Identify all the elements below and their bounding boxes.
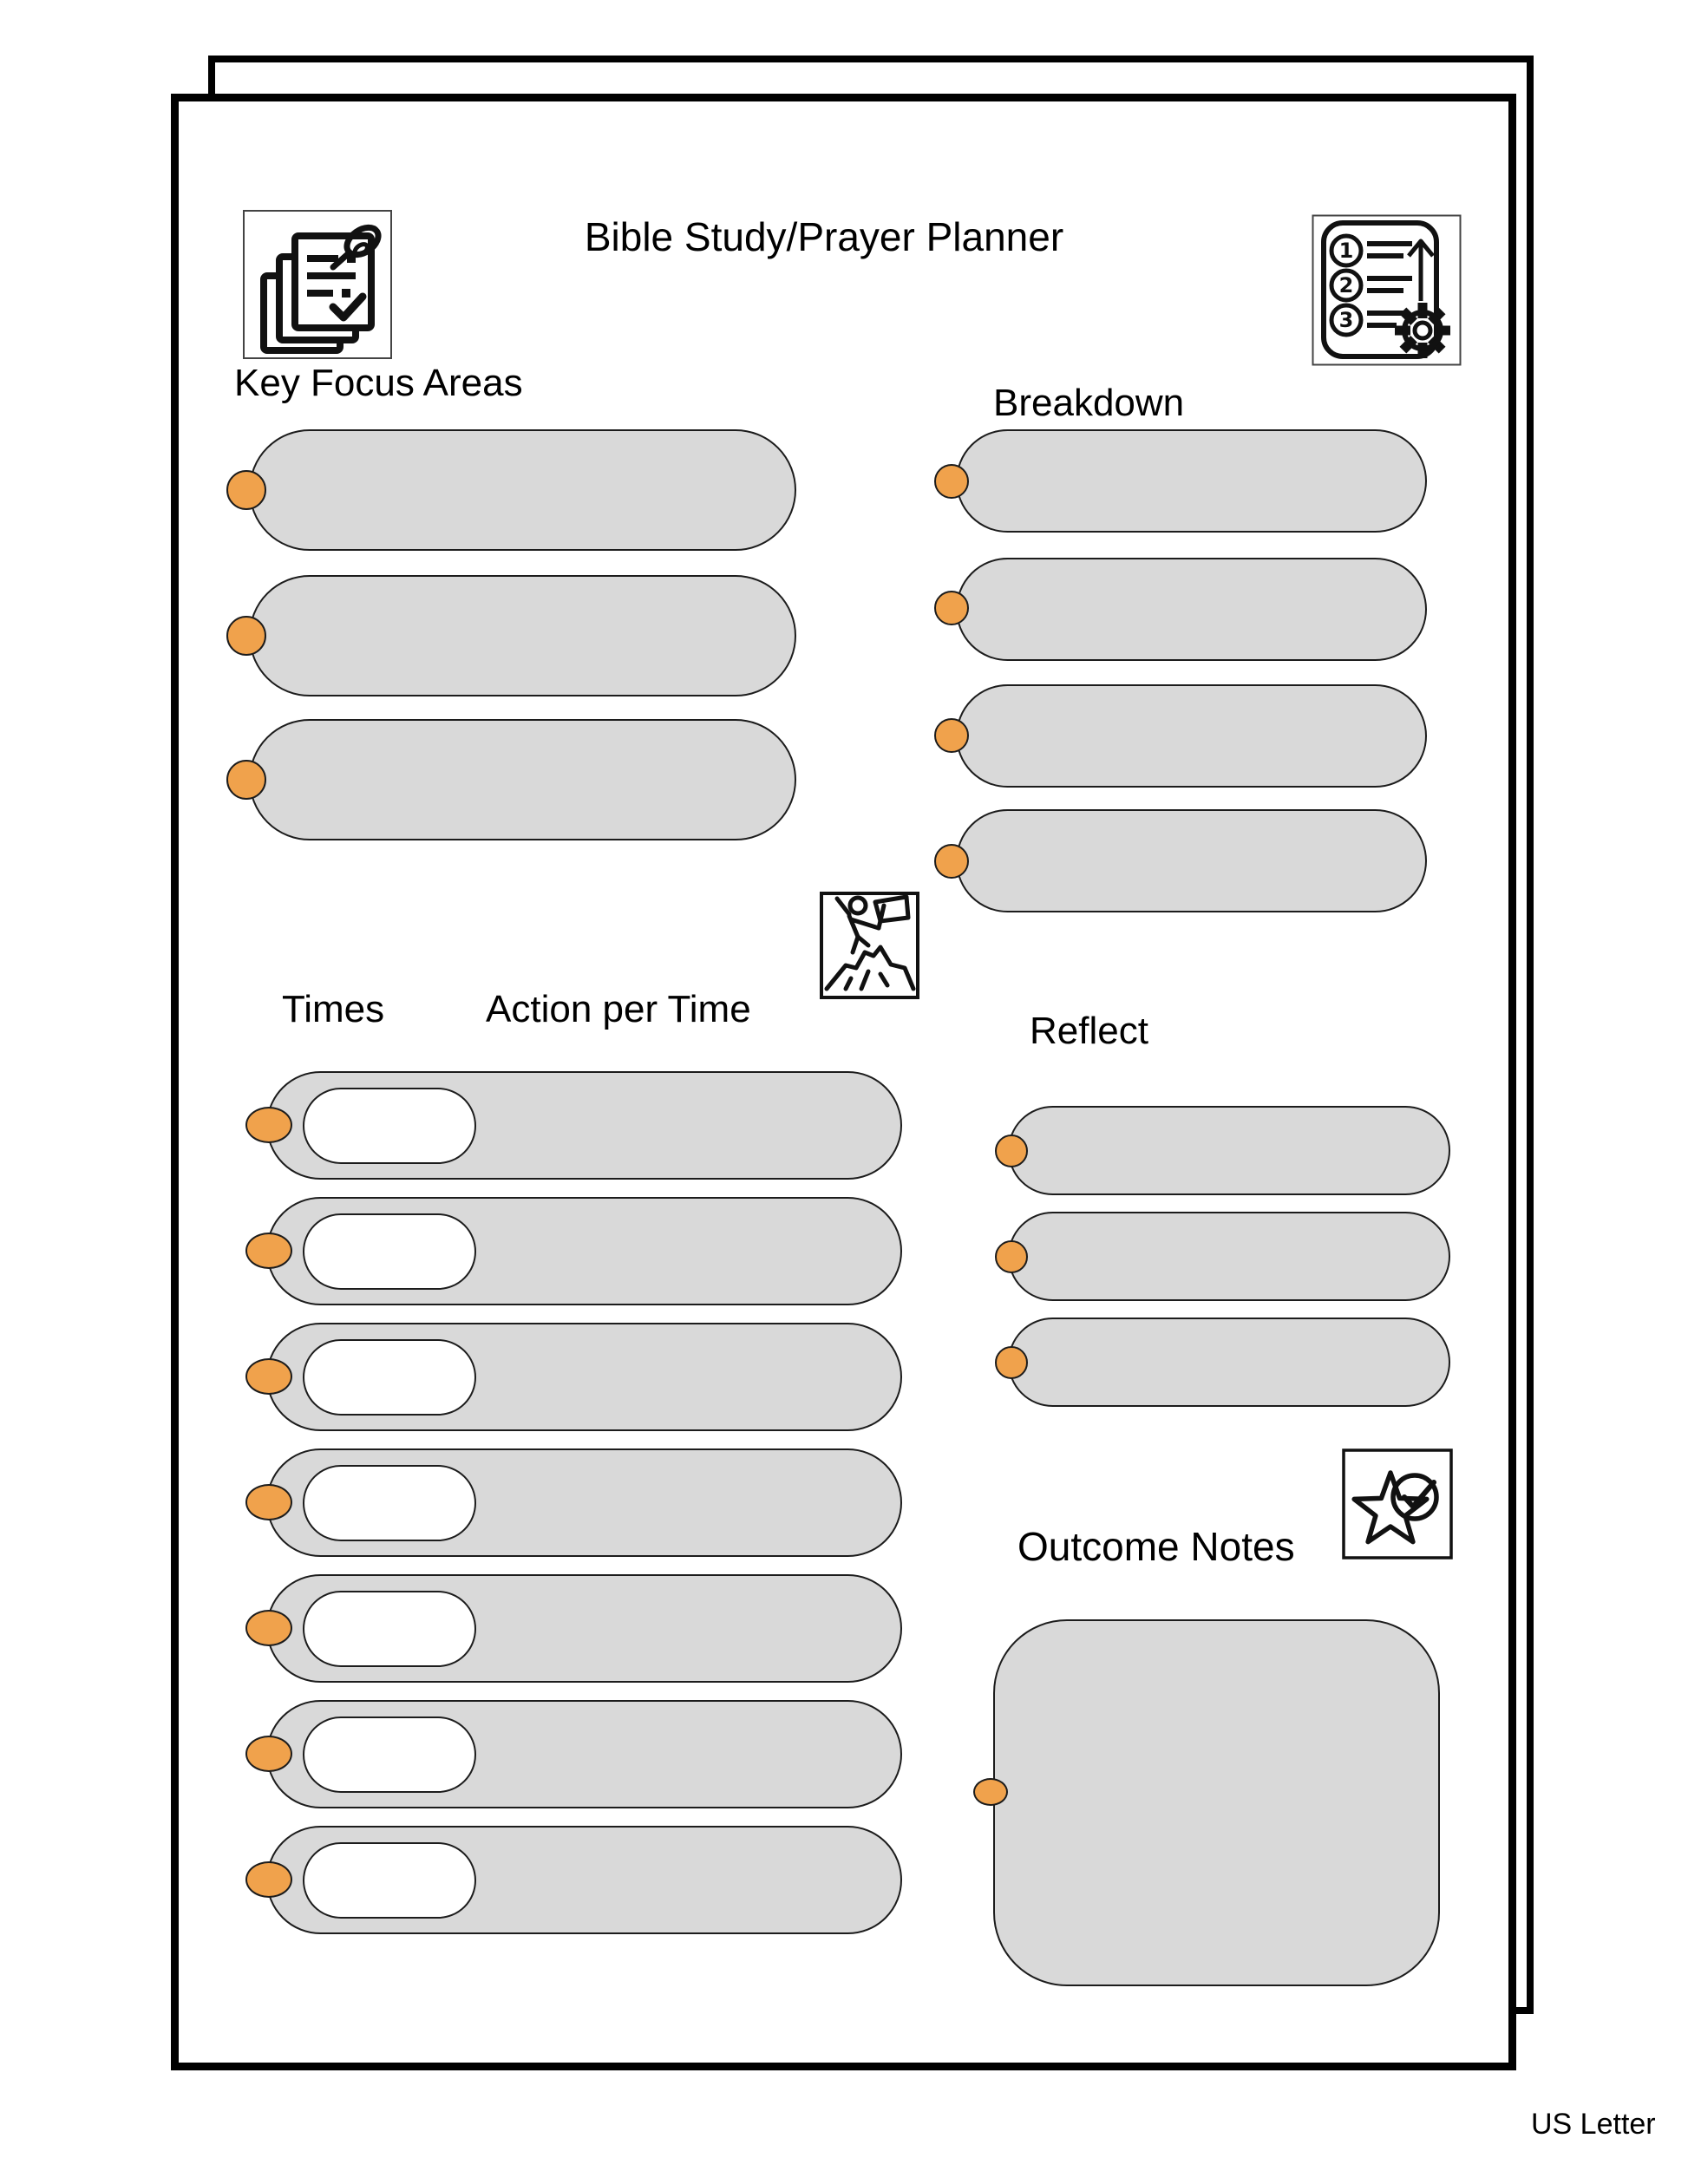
action-per-time-heading: Action per Time [486, 988, 751, 1030]
outcome-notes-heading: Outcome Notes [1017, 1524, 1295, 1569]
svg-text:1: 1 [1338, 239, 1354, 263]
bullet-marker [934, 464, 969, 499]
times-heading: Times [282, 988, 385, 1030]
bullet-marker [934, 844, 969, 879]
reflect-field[interactable] [1008, 1212, 1450, 1301]
time-field[interactable] [303, 1465, 476, 1541]
time-slot-row[interactable] [266, 1574, 902, 1683]
key-focus-heading: Key Focus Areas [234, 362, 523, 404]
time-slot-row[interactable] [266, 1071, 902, 1180]
breakdown-heading: Breakdown [993, 382, 1185, 424]
bullet-marker [226, 616, 266, 656]
breakdown-field[interactable] [956, 558, 1427, 661]
bullet-marker [245, 1610, 292, 1646]
svg-text:3: 3 [1338, 308, 1354, 332]
bullet-marker [934, 718, 969, 753]
bullet-marker [245, 1107, 292, 1143]
breakdown-field[interactable] [956, 809, 1427, 912]
breakdown-field[interactable] [956, 684, 1427, 788]
time-slot-row[interactable] [266, 1323, 902, 1431]
time-field[interactable] [303, 1213, 476, 1290]
reflect-field[interactable] [1008, 1318, 1450, 1407]
page-title: Bible Study/Prayer Planner [584, 214, 1064, 259]
time-field[interactable] [303, 1088, 476, 1164]
key-focus-field[interactable] [249, 719, 796, 840]
bullet-marker [245, 1861, 292, 1898]
reflect-field[interactable] [1008, 1106, 1450, 1195]
bullet-marker [226, 470, 266, 510]
reflect-heading: Reflect [1030, 1010, 1148, 1052]
time-field[interactable] [303, 1339, 476, 1416]
time-field[interactable] [303, 1842, 476, 1919]
bullet-marker [973, 1778, 1008, 1806]
bullet-marker [995, 1240, 1028, 1273]
pinned-notes-icon [243, 210, 392, 359]
time-field[interactable] [303, 1591, 476, 1667]
mountain-flag-icon [820, 892, 919, 999]
bullet-marker [226, 760, 266, 800]
outcome-notes-box[interactable] [993, 1619, 1440, 1986]
time-slot-row[interactable] [266, 1700, 902, 1808]
bullet-marker [934, 591, 969, 625]
time-field[interactable] [303, 1716, 476, 1793]
svg-text:2: 2 [1338, 273, 1354, 298]
time-slot-row[interactable] [266, 1826, 902, 1934]
bullet-marker [995, 1135, 1028, 1167]
bullet-marker [245, 1736, 292, 1772]
bullet-marker [245, 1484, 292, 1520]
bullet-marker [995, 1346, 1028, 1379]
breakdown-field[interactable] [956, 429, 1427, 533]
time-slot-row[interactable] [266, 1448, 902, 1557]
time-slot-row[interactable] [266, 1197, 902, 1305]
numbered-steps-gear-icon [1312, 214, 1462, 366]
star-check-icon [1342, 1448, 1453, 1560]
paper-size-label: US Letter [1531, 2108, 1656, 2141]
bullet-marker [245, 1358, 292, 1395]
key-focus-field[interactable] [249, 429, 796, 551]
key-focus-field[interactable] [249, 575, 796, 696]
bullet-marker [245, 1233, 292, 1269]
